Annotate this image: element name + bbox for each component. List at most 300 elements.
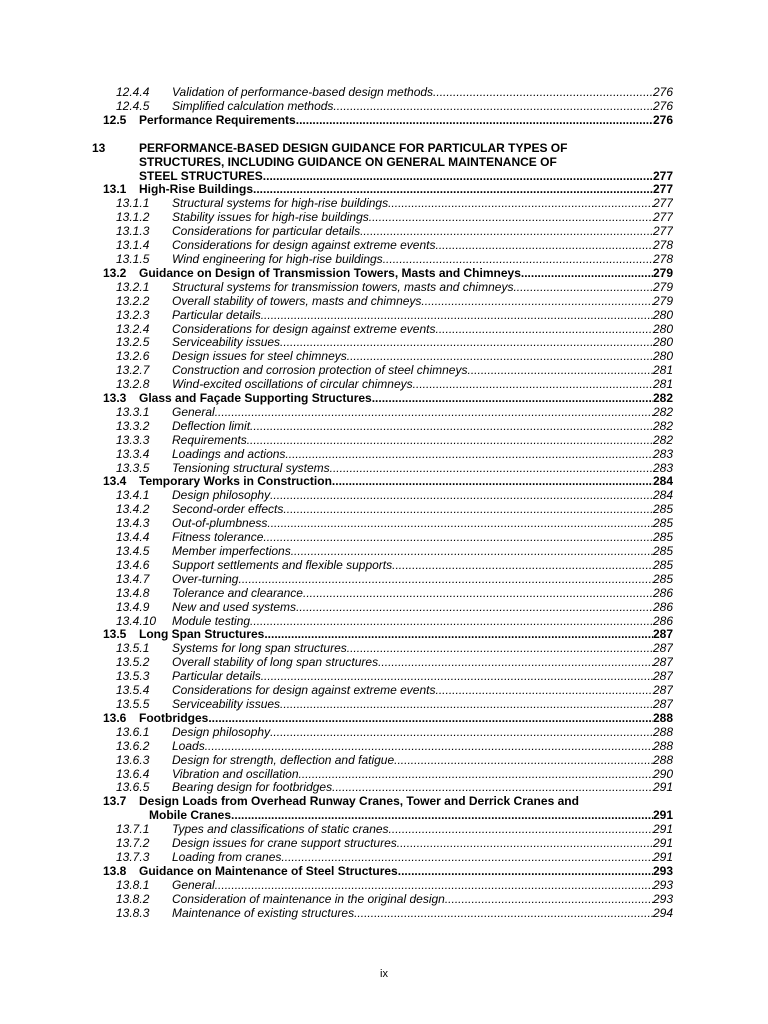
toc-page-number: 280 (652, 335, 673, 350)
toc-number: 13.3 (103, 391, 127, 406)
toc-entry[interactable] (0, 461, 768, 475)
toc-title: Structural systems for high-rise buildings (172, 196, 389, 211)
toc-title: Deflection limit (172, 418, 251, 433)
toc-entry[interactable] (0, 669, 768, 683)
dot-leader (247, 433, 653, 447)
dot-leader (435, 683, 652, 697)
toc-title: Long Span Structures (139, 627, 265, 642)
toc-leader (172, 99, 673, 113)
toc-entry[interactable] (0, 85, 768, 99)
toc-number: 13.2.4 (116, 321, 150, 336)
toc-title: Member imperfections (172, 544, 291, 558)
toc-page-number: 286 (652, 599, 673, 614)
toc-leader (172, 586, 673, 600)
toc-entry[interactable] (0, 683, 768, 697)
toc-title: Design for strength, deflection and fatigue (172, 752, 395, 767)
toc-leader (172, 488, 673, 502)
toc-page-number: 280 (652, 349, 673, 364)
toc-number: 13.3.5 (116, 460, 150, 475)
dot-leader (283, 502, 653, 516)
toc-page-number: 283 (652, 460, 673, 475)
toc-title: Serviceability issues (172, 696, 281, 711)
toc-entry[interactable] (0, 516, 768, 530)
toc-entry[interactable] (0, 349, 768, 363)
toc-page-number: 293 (652, 863, 673, 878)
toc-number: 13.7 (103, 794, 127, 809)
toc-page-number: 286 (652, 585, 673, 600)
toc-title: Design philosophy (172, 724, 271, 739)
toc-number: 13 (92, 140, 106, 155)
dot-leader (369, 210, 653, 224)
toc-page-number: 282 (652, 432, 673, 447)
toc-entry[interactable] (0, 753, 768, 767)
dot-leader (261, 669, 653, 683)
toc-number: 13.4.8 (116, 585, 150, 600)
toc-title: Particular details (172, 669, 261, 684)
toc-title: Considerations for design against extreme events (172, 238, 436, 253)
toc-page-number: 278 (652, 251, 673, 266)
toc-entry[interactable] (0, 878, 768, 892)
dot-leader (267, 516, 653, 530)
toc-title: Mobile Cranes (149, 808, 232, 823)
toc-page-number: 277 (652, 196, 673, 211)
toc-page-number: 285 (652, 530, 673, 545)
toc-number: 13.4.4 (116, 530, 150, 545)
spacer (0, 127, 768, 141)
toc-entry[interactable] (0, 864, 768, 878)
toc-leader (172, 655, 673, 669)
toc-page-number: 283 (652, 446, 673, 461)
toc-leader (172, 641, 673, 655)
toc-title: Overall stability of long span structures (172, 655, 379, 670)
toc-page-number: 278 (652, 238, 673, 253)
toc-page-number: 285 (652, 516, 673, 531)
toc-leader (139, 266, 673, 280)
toc-number: 13.7.2 (116, 836, 150, 851)
toc-heading-line (0, 794, 768, 808)
toc-entry[interactable] (0, 391, 768, 405)
dot-leader (521, 266, 653, 280)
toc-number: 13.8.3 (116, 905, 150, 920)
toc-leader (172, 725, 673, 739)
toc-number: 13.4.6 (116, 557, 150, 572)
dot-leader (208, 711, 653, 725)
toc-entry[interactable] (0, 182, 768, 196)
toc-number: 13.7.1 (116, 822, 150, 837)
toc-entry[interactable] (0, 363, 768, 377)
toc-page-number: 285 (652, 544, 673, 558)
toc-page-number: 287 (652, 627, 673, 642)
toc-title: Wind-excited oscillations of circular chimneys (172, 377, 413, 392)
toc-page-number: 279 (652, 279, 673, 294)
toc-entry[interactable] (0, 530, 768, 544)
dot-leader (231, 808, 653, 822)
toc-page-number: 276 (652, 85, 673, 99)
dot-leader (296, 600, 653, 614)
toc-page-number: 288 (652, 752, 673, 767)
toc-number: 13.4.3 (116, 516, 150, 531)
toc-title: Over-turning (172, 571, 239, 586)
toc-leader (172, 377, 673, 391)
toc-title: Considerations for design against extreme events (172, 321, 436, 336)
toc-leader (139, 182, 673, 196)
dot-leader (299, 767, 653, 781)
toc-number: 13.2.6 (116, 349, 150, 364)
toc-number: 13.2.3 (116, 307, 150, 322)
dot-leader (303, 586, 653, 600)
page-number: ix (380, 968, 388, 980)
dot-leader (347, 349, 653, 363)
toc-entry[interactable] (0, 822, 768, 836)
toc-title: Module testing (172, 613, 251, 628)
toc-entry[interactable] (0, 433, 768, 447)
dot-leader (435, 322, 652, 336)
toc-title: STEEL STRUCTURES (139, 168, 263, 183)
dot-leader (347, 641, 653, 655)
toc-leader (139, 113, 673, 127)
dot-leader (280, 335, 653, 349)
toc-page-number: 279 (652, 265, 673, 280)
dot-leader (270, 725, 653, 739)
toc-leader (172, 614, 673, 628)
toc-title: Design issues for steel chimneys (172, 349, 347, 364)
toc-number: 13.6.5 (116, 780, 150, 795)
toc-entry[interactable] (0, 252, 768, 266)
toc-title: General (172, 877, 215, 892)
dot-leader (250, 614, 653, 628)
dot-leader (332, 780, 653, 794)
dot-leader (281, 850, 653, 864)
toc-entry[interactable] (0, 419, 768, 433)
toc-page-number: 285 (652, 502, 673, 517)
toc-number: 13.5 (103, 627, 127, 642)
dot-leader (394, 753, 653, 767)
toc-title: Considerations for particular details (172, 224, 361, 239)
table-of-contents (0, 85, 768, 919)
toc-leader (172, 516, 673, 530)
dot-leader (378, 655, 653, 669)
dot-leader (270, 488, 653, 502)
toc-number: 13.2.1 (116, 279, 150, 294)
toc-page-number: 288 (652, 738, 673, 753)
toc-page-number: 285 (652, 571, 673, 586)
dot-leader (467, 363, 652, 377)
dot-leader (238, 572, 652, 586)
toc-entry[interactable] (0, 614, 768, 628)
toc-entry[interactable] (0, 169, 768, 183)
toc-leader (172, 252, 673, 266)
toc-number: 13.3.1 (116, 404, 150, 419)
toc-title: Glass and Façade Supporting Structures (139, 391, 372, 406)
toc-entry[interactable] (0, 780, 768, 794)
toc-entry[interactable] (0, 767, 768, 781)
toc-page-number: 291 (652, 849, 673, 864)
toc-entry[interactable] (0, 586, 768, 600)
toc-entry[interactable] (0, 322, 768, 336)
toc-number: 13.6.3 (116, 752, 150, 767)
dot-leader (388, 196, 653, 210)
toc-leader (139, 391, 673, 405)
dot-leader (383, 252, 653, 266)
toc-entry[interactable] (0, 600, 768, 614)
dot-leader (445, 892, 653, 906)
toc-page-number: 287 (652, 683, 673, 698)
toc-entry[interactable] (0, 808, 768, 822)
dot-leader (280, 697, 653, 711)
toc-title: Particular details (172, 307, 261, 322)
toc-number: 13.1.4 (116, 238, 150, 253)
dot-leader (291, 544, 653, 558)
toc-number: 13.4.7 (116, 571, 150, 586)
toc-number: 13.1 (103, 182, 127, 197)
dot-leader (398, 864, 653, 878)
toc-entry[interactable] (0, 544, 768, 558)
toc-title: Performance Requirements (139, 112, 296, 127)
toc-title: Wind engineering for high-rise buildings (172, 251, 383, 266)
toc-number: 13.6.4 (116, 766, 150, 781)
toc-entry[interactable] (0, 697, 768, 711)
toc-title: Design philosophy (172, 488, 271, 503)
dot-leader (263, 530, 653, 544)
toc-number: 13.5.4 (116, 683, 150, 698)
toc-title: Second-order effects (172, 502, 284, 517)
toc-page-number: 277 (652, 182, 673, 197)
toc-entry[interactable] (0, 405, 768, 419)
dot-leader (253, 182, 653, 196)
dot-leader (433, 85, 653, 99)
toc-page-number: 288 (652, 724, 673, 739)
toc-number: 13.2.2 (116, 293, 150, 308)
toc-leader (172, 294, 673, 308)
toc-page-number: 290 (652, 766, 673, 781)
dot-leader (513, 280, 653, 294)
toc-leader (139, 169, 673, 183)
toc-title: Consideration of maintenance in the original design (172, 891, 445, 906)
toc-number: 12.5 (103, 112, 127, 127)
toc-leader (172, 780, 673, 794)
toc-entry[interactable] (0, 210, 768, 224)
toc-entry[interactable] (0, 572, 768, 586)
dot-leader (330, 461, 653, 475)
toc-entry[interactable] (0, 725, 768, 739)
toc-title: New and used systems (172, 599, 297, 614)
toc-leader (172, 558, 673, 572)
dot-leader (397, 836, 653, 850)
dot-leader (205, 739, 653, 753)
dot-leader (332, 474, 653, 488)
toc-leader (172, 544, 673, 558)
toc-number: 13.4.2 (116, 502, 150, 517)
toc-title: Support settlements and flexible supports (172, 557, 393, 572)
toc-leader (172, 238, 673, 252)
toc-title: Loading from cranes (172, 849, 282, 864)
toc-number: 13.3.2 (116, 418, 150, 433)
dot-leader (372, 391, 653, 405)
toc-number: 13.4 (103, 474, 127, 489)
toc-entry[interactable] (0, 836, 768, 850)
toc-number: 13.2.7 (116, 363, 150, 378)
toc-title: Requirements (172, 432, 247, 447)
toc-leader (172, 600, 673, 614)
toc-leader (172, 363, 673, 377)
toc-entry[interactable] (0, 294, 768, 308)
toc-page-number: 281 (652, 377, 673, 392)
toc-page-number: 291 (652, 780, 673, 795)
toc-entry[interactable] (0, 224, 768, 238)
toc-page-number: 277 (652, 224, 673, 239)
toc-leader (139, 864, 673, 878)
toc-number: 13.6.1 (116, 724, 150, 739)
toc-number: 13.1.3 (116, 224, 150, 239)
toc-number: 13.8.1 (116, 877, 150, 892)
toc-heading-text: PERFORMANCE-BASED DESIGN GUIDANCE FOR PARTICULAR TYPES OF (139, 140, 568, 155)
toc-page-number: 279 (652, 293, 673, 308)
toc-number: 13.5.5 (116, 696, 150, 711)
toc-number: 13.5.3 (116, 669, 150, 684)
toc-page-number: 291 (652, 822, 673, 837)
toc-leader (172, 906, 673, 920)
dot-leader (296, 113, 653, 127)
toc-entry[interactable] (0, 655, 768, 669)
toc-entry[interactable] (0, 502, 768, 516)
toc-entry[interactable] (0, 280, 768, 294)
toc-leader (172, 836, 673, 850)
toc-title: Construction and corrosion protection of steel chimneys (172, 363, 468, 378)
toc-leader (172, 850, 673, 864)
toc-page-number: 287 (652, 696, 673, 711)
dot-leader (285, 447, 653, 461)
dot-leader (264, 627, 653, 641)
toc-number: 13.2.5 (116, 335, 150, 350)
toc-page-number: 282 (652, 418, 673, 433)
toc-heading-line (0, 141, 768, 155)
toc-entry[interactable] (0, 711, 768, 725)
toc-heading-line (0, 155, 768, 169)
dot-leader (389, 822, 653, 836)
toc-title: Maintenance of existing structures (172, 905, 355, 920)
toc-page-number: 276 (652, 112, 673, 127)
toc-number: 13.5.2 (116, 655, 150, 670)
toc-title: Temporary Works in Construction (139, 474, 332, 489)
toc-title: Serviceability issues (172, 335, 281, 350)
toc-title: General (172, 404, 215, 419)
toc-leader (172, 530, 673, 544)
dot-leader (263, 169, 653, 183)
toc-title: Fitness tolerance (172, 530, 264, 545)
toc-leader (172, 349, 673, 363)
dot-leader (413, 377, 653, 391)
dot-leader (215, 878, 653, 892)
toc-number: 13.2.8 (116, 377, 150, 392)
toc-leader (172, 461, 673, 475)
toc-page-number: 287 (652, 669, 673, 684)
toc-title: Guidance on Design of Transmission Towers, Masts and Chimneys (139, 265, 521, 280)
toc-number: 13.4.1 (116, 488, 150, 503)
toc-title: Simplified calculation methods (172, 98, 334, 113)
toc-title: Design issues for crane support structures (172, 836, 397, 851)
dot-leader (250, 419, 653, 433)
toc-number: 13.1.5 (116, 251, 150, 266)
toc-heading-text: STRUCTURES, INCLUDING GUIDANCE ON GENERAL MAINTENANCE OF (139, 154, 557, 169)
toc-page-number: 277 (652, 168, 673, 183)
toc-page-number: 277 (652, 210, 673, 225)
toc-leader (149, 808, 673, 822)
toc-number: 12.4.5 (116, 98, 150, 113)
dot-leader (261, 308, 653, 322)
toc-leader (172, 280, 673, 294)
toc-number: 13.5.1 (116, 641, 150, 656)
toc-title: Tensioning structural systems (172, 460, 330, 475)
toc-entry[interactable] (0, 739, 768, 753)
toc-page-number: 293 (652, 891, 673, 906)
toc-entry[interactable] (0, 238, 768, 252)
toc-entry[interactable] (0, 627, 768, 641)
toc-number: 13.8 (103, 863, 127, 878)
toc-title: Guidance on Maintenance of Steel Structures (139, 863, 398, 878)
toc-page-number: 294 (652, 905, 673, 920)
toc-leader (172, 335, 673, 349)
dot-leader (435, 238, 652, 252)
toc-entry[interactable] (0, 308, 768, 322)
toc-leader (172, 697, 673, 711)
dot-leader (392, 558, 653, 572)
toc-page-number: 284 (652, 474, 673, 489)
toc-number: 13.4.5 (116, 544, 150, 558)
toc-leader (172, 308, 673, 322)
toc-page-number: 286 (652, 613, 673, 628)
toc-leader (172, 753, 673, 767)
toc-leader (172, 572, 673, 586)
toc-leader (172, 210, 673, 224)
toc-title: Stability issues for high-rise buildings (172, 210, 369, 225)
toc-leader (172, 683, 673, 697)
dot-leader (333, 99, 653, 113)
toc-title: Tolerance and clearance (172, 585, 303, 600)
toc-entry[interactable] (0, 641, 768, 655)
dot-leader (354, 906, 653, 920)
toc-page-number: 282 (652, 404, 673, 419)
toc-entry[interactable] (0, 377, 768, 391)
toc-entry[interactable] (0, 99, 768, 113)
toc-number: 13.4.10 (116, 613, 157, 628)
toc-entry[interactable] (0, 892, 768, 906)
toc-leader (139, 627, 673, 641)
toc-leader (172, 405, 673, 419)
toc-page-number: 291 (652, 836, 673, 851)
toc-title: Loads (172, 738, 205, 753)
toc-page-number: 291 (652, 808, 673, 823)
toc-entry[interactable] (0, 850, 768, 864)
toc-entry[interactable] (0, 266, 768, 280)
toc-entry[interactable] (0, 488, 768, 502)
toc-entry[interactable] (0, 113, 768, 127)
toc-entry[interactable] (0, 474, 768, 488)
toc-page-number: 288 (652, 710, 673, 725)
toc-title: Validation of performance-based design methods (172, 85, 434, 99)
toc-page-number: 280 (652, 321, 673, 336)
toc-entry[interactable] (0, 906, 768, 920)
toc-leader (172, 196, 673, 210)
toc-leader (172, 822, 673, 836)
toc-title: Bearing design for footbridges (172, 780, 333, 795)
toc-entry[interactable] (0, 558, 768, 572)
toc-page-number: 287 (652, 655, 673, 670)
toc-leader (172, 85, 673, 99)
toc-title: High-Rise Buildings (139, 182, 253, 197)
toc-entry[interactable] (0, 335, 768, 349)
toc-entry[interactable] (0, 447, 768, 461)
toc-entry[interactable] (0, 196, 768, 210)
